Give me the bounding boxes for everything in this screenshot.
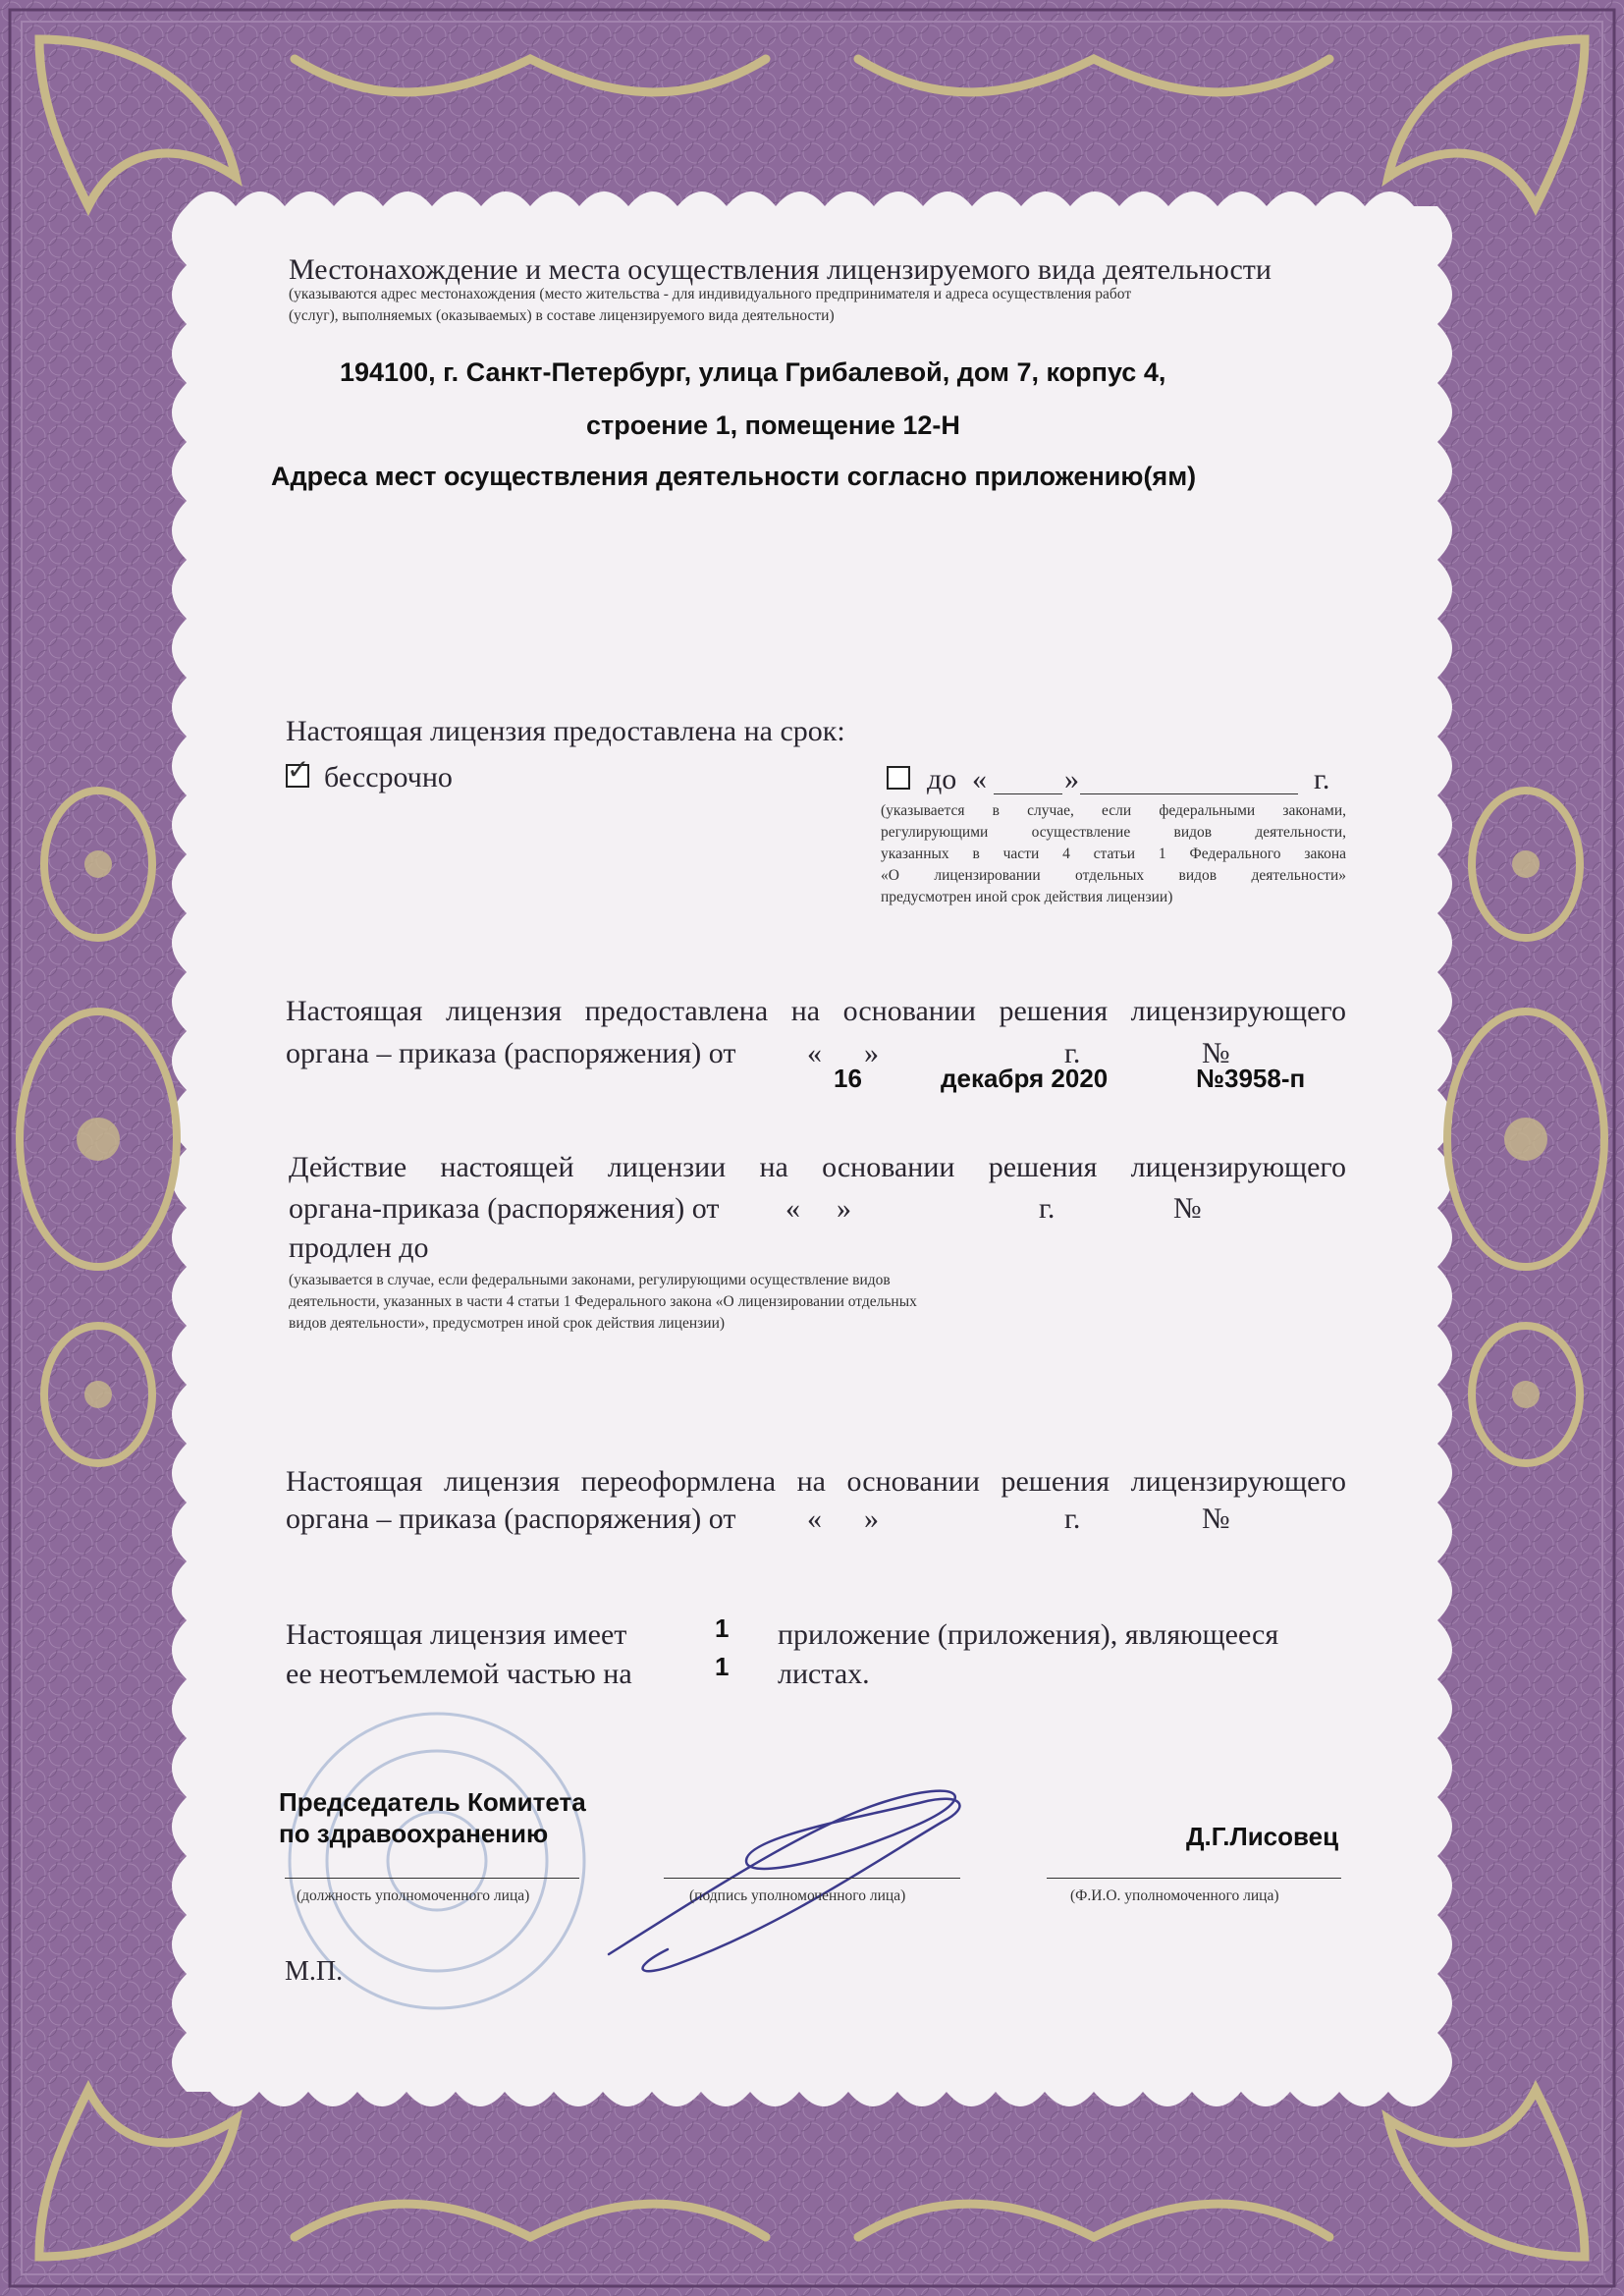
appendix-line2-prefix: ее неотъемлемой частью на (286, 1658, 632, 1690)
extension-year-suffix: г. (1039, 1192, 1056, 1225)
signer-position-line1: Председатель Комитета (279, 1787, 586, 1817)
appendix-line1-prefix: Настоящая лицензия имеет (286, 1618, 627, 1651)
term-heading: Настоящая лицензия предоставлена на срок: (286, 715, 845, 747)
term-note-line-0: (указывается в случае, если федеральными законами, (881, 802, 1346, 819)
reissue-close-quote: » (864, 1503, 879, 1535)
location-note-line2: (услуг), выполняемых (оказываемых) в составе лицензируемого вида деятельности) (289, 307, 835, 324)
grant-year-suffix: г. (1064, 1037, 1081, 1069)
until-day-line (994, 793, 1062, 794)
grant-number-sign: № (1202, 1037, 1230, 1069)
until-date-line (1080, 793, 1298, 794)
reissue-open-quote: « (807, 1503, 822, 1535)
extension-line2: органа-приказа (распоряжения) от (289, 1192, 720, 1225)
reissue-number-sign: № (1202, 1503, 1230, 1535)
signer-position-line2: по здравоохранению (279, 1819, 549, 1848)
until-close-quote: » (1064, 763, 1079, 795)
until-prefix: до (927, 763, 957, 795)
address-line2: строение 1, помещение 12-Н (586, 410, 960, 440)
extension-number-sign: № (1173, 1192, 1202, 1225)
reissue-line2: органа – приказа (распоряжения) от (286, 1503, 736, 1535)
grant-order-number: №3958-п (1196, 1064, 1306, 1093)
reissue-year-suffix: г. (1064, 1503, 1081, 1535)
term-note-line-1: регулирующими осуществление видов деятельности, (881, 824, 1346, 841)
appendix-count: 1 (715, 1613, 730, 1643)
signer-name: Д.Г.Лисовец (1186, 1822, 1339, 1851)
grant-line1: Настоящая лицензия предоставлена на основании решения лицензирующего (286, 995, 1346, 1027)
until-year-suffix: г. (1314, 763, 1330, 795)
until-open-quote: « (972, 763, 987, 795)
extension-note-line-2: видов деятельности», предусмотрен иной срок действия лицензии) (289, 1315, 726, 1332)
extension-line1: Действие настоящей лицензии на основании решения лицензирующего (289, 1151, 1346, 1183)
name-caption: (Ф.И.О. уполномоченного лица) (1070, 1887, 1279, 1904)
location-note-line1: (указываются адрес местонахождения (место жительства - для индивидуального предпринимателя и адреса осуществления работ (289, 286, 1132, 302)
position-line (285, 1878, 579, 1879)
extension-note-line-1: деятельности, указанных в части 4 статьи 1 Федерального закона «О лицензировании отдельных (289, 1293, 917, 1310)
extension-open-quote: « (785, 1192, 800, 1225)
appendix-line1-suffix: приложение (приложения), являющееся (778, 1618, 1279, 1651)
extension-close-quote: » (837, 1192, 851, 1225)
grant-open-quote: « (807, 1037, 822, 1069)
grant-month-year: декабря 2020 (941, 1064, 1109, 1093)
extension-note-line-0: (указывается в случае, если федеральными законами, регулирующими осуществление видов (289, 1272, 891, 1288)
extension-until: продлен до (289, 1231, 429, 1264)
address-line1: 194100, г. Санкт-Петербург, улица Грибалевой, дом 7, корпус 4, (340, 357, 1166, 387)
grant-close-quote: » (864, 1037, 879, 1069)
grant-day: 16 (834, 1064, 862, 1093)
location-title: Местонахождение и места осуществления лицензируемого вида деятельности (289, 253, 1272, 286)
term-note-line-4: предусмотрен иной срок действия лицензии) (881, 889, 1173, 905)
until-checkbox[interactable] (887, 766, 910, 790)
places-note: Адреса мест осуществления деятельности согласно приложению(ям) (271, 462, 1197, 491)
term-note-line-2: указанных в части 4 статьи 1 Федерального закона (881, 846, 1346, 862)
appendix-sheets: 1 (715, 1652, 730, 1681)
stamp-place: М.П. (285, 1956, 344, 1987)
reissue-line1: Настоящая лицензия переоформлена на основании решения лицензирующего (286, 1465, 1346, 1498)
name-line (1047, 1878, 1341, 1879)
term-note-line-3: «О лицензировании отдельных видов деятельности» (881, 867, 1346, 884)
checkmark-icon: ✓ (287, 753, 310, 786)
appendix-line2-suffix: листах. (778, 1658, 870, 1690)
position-caption: (должность уполномоченного лица) (297, 1887, 530, 1904)
grant-line2: органа – приказа (распоряжения) от (286, 1037, 736, 1069)
unlimited-label: бессрочно (324, 761, 453, 793)
signature-caption: (подпись уполномоченного лица) (689, 1887, 906, 1904)
signature-line (664, 1878, 960, 1879)
